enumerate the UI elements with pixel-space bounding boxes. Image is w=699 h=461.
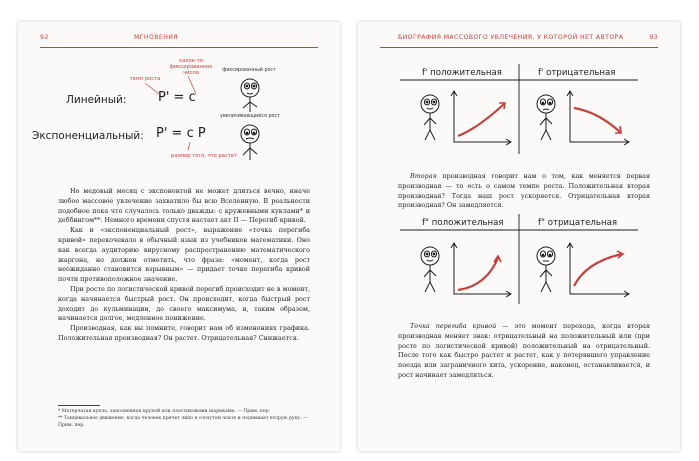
paragraph-honeymoon: Но медовый месяц с экспонентой не может длиться вечно, иначе любое массовое увлечение захватило бы всю Вселенную. В реальности подобное пока что случалось только дважды: с кружевными куклами* и деббингом**. Немного времени спустя настает акт II — Перегиб кривой.	[58, 187, 310, 225]
curve-f2-negative	[574, 254, 622, 286]
left-body	[58, 187, 310, 344]
figure-happy-bottom	[421, 247, 439, 292]
footnotes	[58, 408, 310, 429]
label-f1-positive: f' положительная	[422, 68, 502, 78]
second-derivative-panels	[358, 22, 680, 322]
right-page	[358, 22, 680, 451]
left-page	[18, 22, 340, 451]
paragraph-derivative: Производная, как вы помните, говорит нам об изменениях графика. Положительная производная? Он растет. Отрицательная? Снижается.	[58, 324, 310, 342]
stick-figure-exponential	[241, 125, 259, 160]
note-fixed-number: какое-то фиксированное число	[169, 58, 213, 77]
note-growing-growth: увеличивающийся рост	[220, 114, 280, 119]
paragraph-inflection-phrase: Как и «экспоненциальный рост», выражение «точка перегиба кривой» перекочевало в обычный язык из учебников математики. Оно как всегда аудиторию вирусному распространению математического жаргона, но должен отметить, что фраза: «момент, когда рост неожиданно становится взрывным» — придает точке перегиба кривой почти противоположное значение.	[58, 226, 310, 284]
right-page-number: 93	[649, 34, 658, 41]
exponential-label: Экспоненциальный:	[32, 130, 144, 142]
label-f1-negative: f' отрицательная	[538, 68, 616, 78]
paragraph-logistic: При росте по логистической кривой перегиб происходит не в момент, когда начинается быстрый рост. Он происходит, когда быстрый рост доходит до кульминации, до своего максимума, и, таким образом, начинается долгое, медленное понижение.	[58, 284, 310, 323]
label-f2-negative: f" отрицательная	[538, 218, 618, 228]
stick-figure-linear	[241, 79, 259, 112]
footnote-2: ** Танцевальное движение, когда человек прячет лицо в согнутом локте и поднимает вторую руку. — Прим. пер.	[58, 416, 308, 428]
left-running-title: МГНОВЕНИЯ	[134, 34, 178, 41]
bottom-paragraph-block	[398, 322, 650, 381]
axes-f2-positive	[454, 244, 510, 294]
linear-formula: P' = c	[158, 90, 196, 105]
paragraph-inflection-point: Точка перегиба кривой — это момент перехода, когда вторая производная меняет знак: отрицательный на положительный или (при росте по логистической кривой) положительный на отрицательный. После того как быстро растет и растет, как у потерявшего управление поезда или заграничного хита, ускорение, наконец, останавливается, и рост начинает замедляться.	[398, 322, 650, 379]
linear-label: Линейный:	[66, 94, 127, 106]
right-running-title: БИОГРАФИЯ МАССОВОГО УВЛЕЧЕНИЯ, У КОТОРОЙ НЕТ АВТОРА	[398, 34, 624, 41]
left-page-number: 92	[40, 34, 49, 41]
exponential-formula: P' = c P	[156, 126, 206, 141]
figure-worried-bottom	[537, 247, 555, 292]
note-growth-rate: темп роста	[129, 76, 161, 82]
note-fixed-growth: фиксированный рост	[222, 68, 276, 73]
paragraph-second-derivative: Вторая производная говорит нам о том, как меняется первая производная — то есть о самом темпе роста. Положительная вторая производная? Тогда наш рост ускоряется. Отрицательная вторая производная? Он замедляется.	[398, 172, 650, 210]
formula-illustration	[18, 22, 340, 172]
footnote-rule	[58, 405, 100, 406]
footnote-1: * Матерчатая кукла, заполненная крупой или пластиковыми шариками. — Прим. пер.	[58, 409, 270, 414]
note-size: размер того, что растет	[170, 153, 238, 159]
formula-annotations-drawing	[18, 22, 340, 172]
curve-f2-positive	[458, 258, 498, 290]
label-f2-positive: f" положительная	[422, 218, 504, 228]
